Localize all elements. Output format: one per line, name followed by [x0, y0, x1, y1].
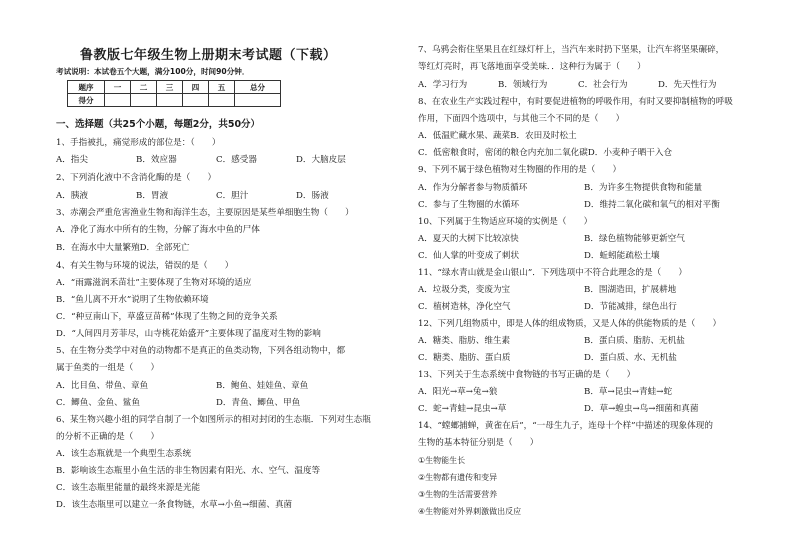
question-8: 8、在农业生产实践过程中，有时要促进植物的呼吸作用，有时又要抑制植物的呼吸: [418, 97, 733, 107]
q3-option-a: A．净化了海水中所有的生物，分解了海水中鱼的尸体: [56, 225, 260, 235]
q13-option-b: B．草→昆虫→青蛙→蛇: [584, 387, 673, 397]
question-13: 13、下列关于生态系统中食物链的书写正确的是（ ）: [418, 370, 636, 380]
question-2: 2、下列消化液中不含消化酶的是（ ）: [56, 173, 217, 183]
q14-statement-2: ②生物都有遗传和变异: [418, 473, 498, 482]
q8-option-cd: C．低密粮食时，密闭的粮仓内充加二氧化碳D．小麦种子晒干入仓: [418, 148, 673, 158]
q4-option-a: A．“雨露滋润禾苗壮”主要体现了生物对环境的适应: [56, 278, 252, 288]
q8-option-ab: A．低温贮藏水果、蔬菜B．农田及时松土: [418, 131, 577, 141]
question-6-cont: 的分析不正确的是（ ）: [56, 432, 160, 442]
q1-option-d: D．大脑皮层: [296, 155, 346, 165]
score-header-cell: 总分: [235, 81, 281, 94]
question-10: 10、下列属于生物适应环境的实例是（ ）: [418, 217, 593, 227]
q7-option-b: B．领域行为: [498, 80, 548, 90]
q1-option-c: C．感受器: [216, 155, 257, 165]
q2-option-d: D．肠液: [296, 191, 329, 201]
q14-statement-1: ①生物能生长: [418, 456, 466, 465]
q9-option-c: C．参与了生物圈的水循环: [418, 200, 520, 210]
score-cell[interactable]: [105, 94, 131, 107]
question-5-cont: 属于鱼类的一组是（ ）: [56, 363, 160, 373]
exam-note: 考试说明：本试卷五个大题，满分100分，时间90分钟．: [56, 67, 250, 76]
q9-option-b: B．为许多生物提供食物和能量: [584, 183, 703, 193]
q13-option-c: C．蛇→青蛙→昆虫→草: [418, 404, 507, 414]
score-header-cell: 题序: [68, 81, 105, 94]
q11-option-d: D．节能减排，绿色出行: [584, 302, 677, 312]
question-4: 4、有关生物与环境的说法，错误的是（ ）: [56, 261, 234, 271]
score-cell[interactable]: [131, 94, 157, 107]
score-header-cell: 四: [183, 81, 209, 94]
q13-option-d: D．草→蝗虫→鸟→细菌和真菌: [584, 404, 699, 414]
q2-option-c: C．胆汁: [216, 191, 249, 201]
q5-option-a: A．比目鱼、带鱼、章鱼: [56, 381, 149, 391]
score-cell[interactable]: [209, 94, 235, 107]
q12-option-d: D．蛋白质、水、无机盐: [584, 353, 677, 363]
q10-option-a: A．夏天的大树下比较凉快: [418, 234, 519, 244]
question-1: 1、手指被扎，痛觉形成的部位是：（ ）: [56, 138, 221, 148]
question-11: 11、“绿水青山就是金山银山”．下列选项中不符合此理念的是（ ）: [418, 268, 687, 278]
q1-option-b: B．效应器: [136, 155, 177, 165]
score-table-score-row: [68, 94, 281, 107]
q4-option-b: B．“鱼儿离不开水”说明了生物依赖环境: [56, 295, 209, 305]
score-cell[interactable]: [235, 94, 281, 107]
q9-option-d: D．维持二氧化碳和氧气的相对平衡: [584, 200, 720, 210]
score-cell[interactable]: [157, 94, 183, 107]
q1-option-a: A．指尖: [56, 155, 88, 165]
q14-statement-3: ③生物的生活需要营养: [418, 490, 498, 499]
q6-option-d: D．该生态瓶里可以建立一条食物链，水草→小鱼→细菌、真菌: [56, 500, 293, 510]
score-cell[interactable]: [183, 94, 209, 107]
score-header-cell: 一: [105, 81, 131, 94]
section-heading: 一、选择题（共25个小题，每题2分，共50分）: [56, 119, 261, 130]
question-6: 6、某生物兴趣小组的同学自制了一个如图所示的相对封闭的生态瓶．下列对生态瓶: [56, 415, 371, 425]
question-7-cont: 等红灯亮时，再飞落地面享受美味．．这种行为属于（ ）: [418, 62, 646, 72]
q5-option-d: D．青鱼、鲫鱼、甲鱼: [216, 398, 301, 408]
q5-option-b: B．鲍鱼、娃娃鱼、章鱼: [216, 381, 309, 391]
q3-option-b: B．在海水中大量繁殖D．全部死亡: [56, 243, 190, 253]
question-12: 12、下列几组物质中，即是人体的组成物质，又是人体的供能物质的是（ ）: [418, 319, 722, 329]
q11-option-b: B．围湖造田，扩展耕地: [584, 285, 677, 295]
score-row-label: 得分: [68, 94, 105, 107]
q2-option-a: A．胰液: [56, 191, 88, 201]
question-14-cont: 生物的基本特征分别是（ ）: [418, 438, 539, 448]
question-5: 5、在生物分类学中对鱼的动物都不是真正的鱼类动物，下列各组动物中，都: [56, 346, 346, 356]
q12-option-b: B．蛋白质、脂肪、无机盐: [584, 336, 685, 346]
question-7: 7、乌鸦会衔住坚果且在红绿灯杆上，当汽车来时扔下坚果，让汽车将坚果碾碎，: [418, 45, 725, 55]
q10-option-b: B．绿色植物能够更新空气: [584, 234, 685, 244]
q6-option-a: A．该生态瓶就是一个典型生态系统: [56, 449, 192, 459]
score-header-cell: 五: [209, 81, 235, 94]
q7-option-a: A．学习行为: [418, 80, 468, 90]
q12-option-c: C．糖类、脂肪、蛋白质: [418, 353, 511, 363]
q10-option-d: D．蚯蚓能疏松土壤: [584, 251, 660, 261]
q14-statement-4: ④生物能对外界刺激做出反应: [418, 507, 522, 516]
q5-option-c: C．鲫鱼、金鱼、鲨鱼: [56, 398, 140, 408]
question-14: 14、“螳螂捕蝉，黄雀在后”，“一母生九子，连母十个样”中描述的现象体现的: [418, 421, 713, 431]
question-3: 3、赤潮会严重危害渔业生物和海洋生态，主要原因是某些单细胞生物（ ）: [56, 208, 354, 218]
q10-option-c: C．仙人掌的叶变成了刺状: [418, 251, 520, 261]
q13-option-a: A．阳光→草→兔→狼: [418, 387, 498, 397]
q2-option-b: B．胃液: [136, 191, 169, 201]
q4-option-c: C．“种豆南山下，草盛豆苗稀”体现了生物之间的竞争关系: [56, 312, 278, 322]
q11-option-a: A．垃圾分类，变废为宝: [418, 285, 511, 295]
q4-option-d: D．“人间四月芳菲尽，山寺桃花始盛开”主要体现了温度对生物的影响: [56, 329, 321, 339]
q12-option-a: A．糖类、脂肪、维生素: [418, 336, 511, 346]
score-table: [67, 80, 281, 107]
q9-option-a: A．作为分解者参与物质循环: [418, 183, 528, 193]
q7-option-c: C．社会行为: [578, 80, 628, 90]
question-8-cont: 作用，下面四个选项中，与其他三个不同的是（ ）: [418, 114, 625, 124]
q6-option-c: C．该生态瓶里能量的最终来源是光能: [56, 483, 201, 493]
q11-option-c: C．植树造林，净化空气: [418, 302, 511, 312]
q6-option-b: B．影响该生态瓶里小鱼生活的非生物因素有阳光、水、空气、温度等: [56, 466, 321, 476]
score-table-header-row: [68, 81, 281, 94]
question-9: 9、下列不属于绿色植物对生物圈的作用的是（ ）: [418, 165, 622, 175]
score-header-cell: 二: [131, 81, 157, 94]
score-header-cell: 三: [157, 81, 183, 94]
q7-option-d: D．先天性行为: [658, 80, 717, 90]
exam-title: 鲁教版七年级生物上册期末考试题（下载）: [80, 48, 337, 63]
